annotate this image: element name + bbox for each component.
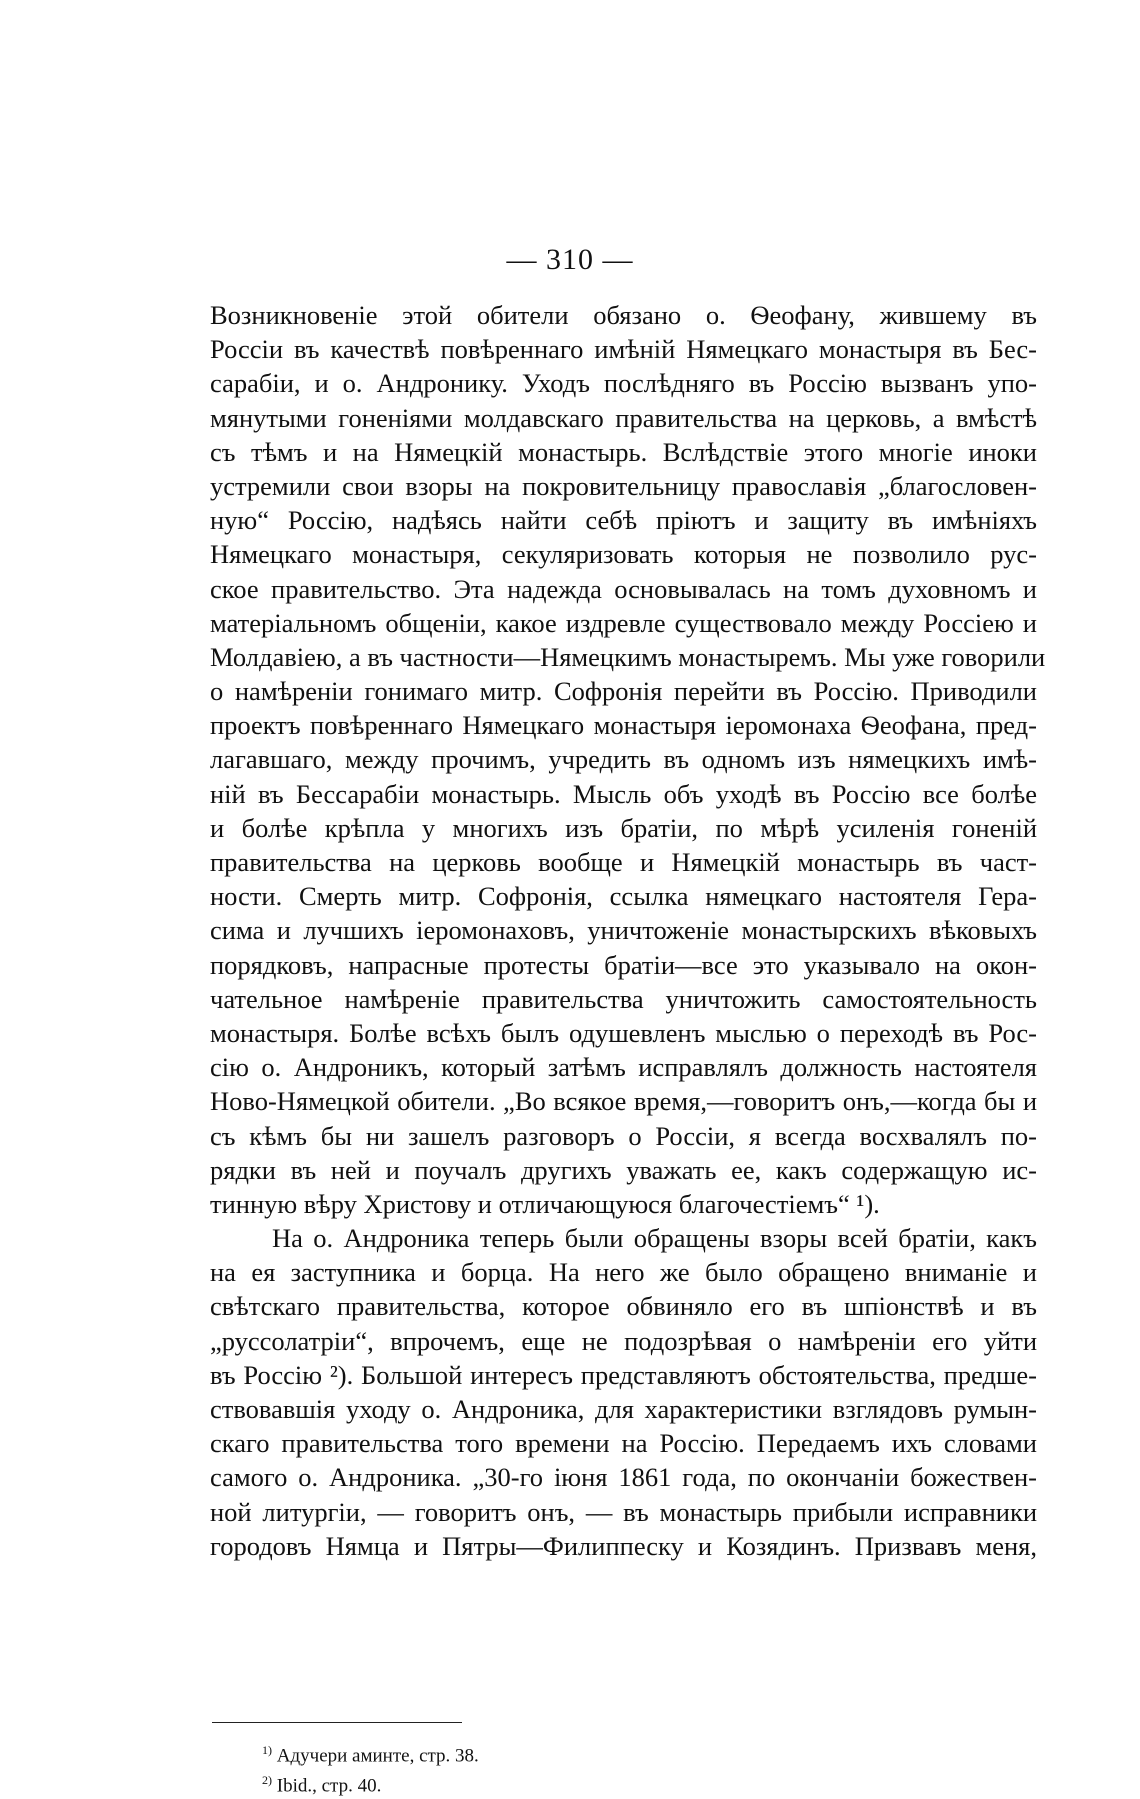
text-line: и болѣе крѣпла у многихъ изъ братіи, по мѣрѣ усиленія гоненій [210, 812, 1037, 843]
text-line: сію о. Андроникъ, который затѣмъ исправлялъ должность настоятеля [210, 1052, 1037, 1083]
text-line: ній въ Бессарабіи монастырь. Мысль объ уходѣ въ Россію все болѣе [210, 778, 1037, 809]
text-line: „руссолатріи“, впрочемъ, еще не подозрѣвая о намѣреніи его уйти [210, 1325, 1037, 1356]
text-line: матеріальномъ общеніи, какое издревле существовало между Россіею и [210, 607, 1037, 638]
text-line: съ кѣмъ бы ни зашелъ разговоръ о Россіи, я всегда восхвалялъ по- [210, 1120, 1037, 1151]
text-line: рядки въ ней и поучалъ другихъ уважать ее, какъ содержащую ис- [210, 1154, 1037, 1185]
text-line: скаго правительства того времени на Россію. Передаемъ ихъ словами [210, 1428, 1037, 1459]
text-line: городовъ Нямца и Пятры—Филиппеску и Козядинъ. Призвавъ меня, [210, 1530, 1037, 1561]
paragraph-1 [210, 298, 1046, 1221]
text-line: съ тѣмъ и на Нямецкій монастырь. Вслѣдствіе этого многіе иноки [210, 436, 1037, 467]
text-line: на ея заступника и борца. На него же было обращено вниманіе и [210, 1257, 1037, 1288]
text-line: тинную вѣру Христову и отличающуюся благочестіемъ“ ¹). [210, 1188, 880, 1219]
text-line: ной литургіи, — говоритъ онъ, — въ монастырь прибыли исправники [210, 1496, 1037, 1527]
text-line: Возникновеніе этой обители обязано о. Ѳеофану, жившему въ [210, 300, 1037, 330]
footnotes [262, 1738, 479, 1799]
text-line: Ново-Нямецкой обители. „Во всякое время,—говоритъ онъ,—когда бы и [210, 1086, 1037, 1117]
text-line: порядковъ, напрасные протесты братіи—все это указывало на окон- [210, 949, 1037, 980]
text-line: ную“ Россію, надѣясь найти себѣ пріютъ и защиту въ имѣніяхъ [210, 505, 1037, 536]
footnote-2 [262, 1768, 479, 1798]
text-line: ствовавшія уходу о. Андроника, для характеристики взглядовъ румын- [210, 1394, 1037, 1424]
text-line: самого о. Андроника. „30-го іюня 1861 года, по окончаніи божествен- [210, 1462, 1037, 1493]
footnote-1 [262, 1738, 479, 1768]
footnote-text: Ibid., стр. 40. [276, 1775, 382, 1797]
text-line: ское правительство. Эта надежда основывалась на томъ духовномъ и [210, 573, 1037, 604]
text-line: чательное намѣреніе правительства уничтожить самостоятельность [210, 983, 1037, 1014]
paragraph-2 [210, 1221, 1037, 1563]
footnote-mark: 2) [262, 1773, 272, 1788]
footnote-divider [212, 1722, 462, 1723]
text-line: ности. Смерть митр. Софронія, ссылка нямецкаго настоятеля Гера- [210, 881, 1037, 912]
text-line: сарабіи, и о. Андронику. Уходъ послѣдняго въ Россію вызванъ упо- [210, 368, 1037, 399]
text-line: лагавшаго, между прочимъ, учредить въ одномъ изъ нямецкихъ имѣ- [210, 744, 1037, 775]
text-line: правительства на церковь вообще и Нямецкій монастырь въ част- [210, 847, 1037, 877]
text-line: о намѣреніи гонимаго митр. Софронія перейти въ Россію. Приводили [210, 676, 1037, 707]
text-line: свѣтскаго правительства, которое обвиняло его въ шпіонствѣ и въ [210, 1291, 1037, 1322]
text-line: Россіи въ качествѣ повѣреннаго имѣній Нямецкаго монастыря въ Бес- [210, 334, 1037, 365]
footnote-text: Адучери аминте, стр. 38. [276, 1745, 479, 1767]
text-line: сима и лучшихъ іеромонаховъ, уничтоженіе монастырскихъ вѣковыхъ [210, 915, 1037, 946]
text-line: проектъ повѣреннаго Нямецкаго монастыря іеромонаха Ѳеофана, пред- [210, 710, 1037, 741]
text-line: въ Россію ²). Большой интересъ представляютъ обстоятельства, предше- [210, 1359, 1037, 1390]
text-line: Молдавіею, а въ частности—Нямецкимъ монастыремъ. Мы уже говорили [210, 641, 1046, 672]
main-text [210, 298, 1046, 1563]
footnote-mark: 1) [262, 1743, 272, 1757]
text-line: устремили свои взоры на покровительницу православія „благословен- [210, 470, 1037, 501]
page-number: — 310 — [506, 243, 634, 276]
text-line: На о. Андроника теперь были обращены взоры всей братіи, какъ [272, 1223, 1037, 1254]
text-line: мянутыми гоненіями молдавскаго правительства на церковь, а вмѣстѣ [210, 402, 1037, 433]
text-line: монастыря. Болѣе всѣхъ былъ одушевленъ мыслью о переходѣ въ Рос- [210, 1017, 1037, 1048]
text-line: Нямецкаго монастыря, секуляризовать которыя не позволило рус- [210, 539, 1037, 570]
